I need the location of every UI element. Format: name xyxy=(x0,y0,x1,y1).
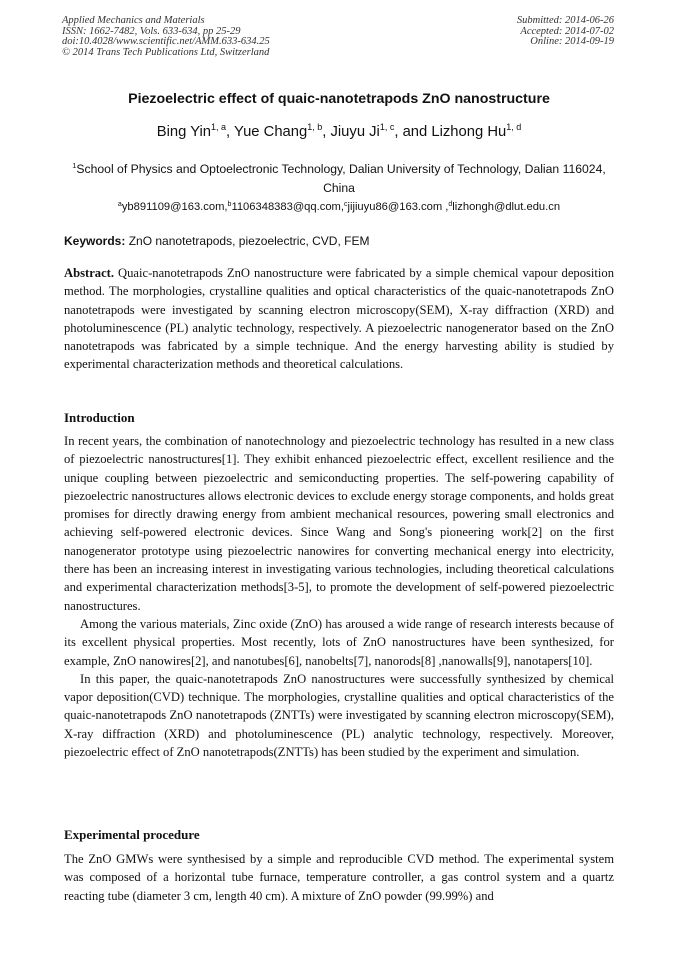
email-list xyxy=(0,201,678,213)
affiliation xyxy=(62,160,616,198)
paper-title: Piezoelectric effect of quaic-nanotetrapods ZnO nanostructure xyxy=(128,91,550,107)
submission-dates xyxy=(517,16,614,48)
email-address[interactable]: yb891109@163.com, xyxy=(121,201,228,213)
online-date: Online: 2014-09-19 xyxy=(530,36,614,48)
paragraph: Among the various materials, Zinc oxide (ZnO) has aroused a wide range of research interests because of its excellent physical properties. Most recently, lots of ZnO nanostructures have been synthesized, for example, ZnO nanowires[2], and nanotubes[6], nanobelts[7], nanorods[8] ,nanowalls[9], nanotapers[10]. xyxy=(64,616,614,668)
keywords-label: Keywords: xyxy=(64,234,126,248)
email-address[interactable]: jijiuyu86@163.com , xyxy=(347,201,449,213)
journal-name: Applied Mechanics and Materials xyxy=(62,15,205,26)
doi-link[interactable]: doi:10.4028/www.scientific.net/AMM.633-634.25 xyxy=(62,36,270,48)
author-separator: , xyxy=(322,124,331,140)
affiliation-text: School of Physics and Optoelectronic Technology, Dalian University of Technology, Dalian 116024, China xyxy=(76,162,606,195)
email-mark: c xyxy=(343,201,348,208)
author-separator: , and xyxy=(394,124,432,140)
email-mark: b xyxy=(227,201,232,208)
paragraph: The ZnO GMWs were synthesised by a simple and reproducible CVD method. The experimental system was composed of a horizontal tube furnace, temperature controller, a gas control system and a quartz reacting tube (diameter 3 cm, length 40 cm). A mixture of ZnO powder (99.99%) and xyxy=(64,852,614,903)
copyright-line: © 2014 Trans Tech Publications Ltd, Switzerland xyxy=(62,46,270,58)
author-name: Lizhong Hu xyxy=(431,124,507,140)
issn-line: ISSN: 1662-7482, Vols. 633-634, pp 25-29 xyxy=(62,25,241,37)
author-name: Yue Chang xyxy=(234,124,308,140)
journal-info xyxy=(62,16,270,58)
abstract-label: Abstract. xyxy=(64,266,115,280)
submitted-date: Submitted: 2014-06-26 xyxy=(516,15,614,26)
author-affiliation-mark: 1, c xyxy=(379,122,395,132)
keywords-text: ZnO nanotetrapods, piezoelectric, CVD, FEM xyxy=(128,234,370,248)
author-affiliation-mark: 1, d xyxy=(506,122,522,132)
accepted-date: Accepted: 2014-07-02 xyxy=(520,25,614,37)
author-affiliation-mark: 1, a xyxy=(211,122,227,132)
paragraph: In recent years, the combination of nanotechnology and piezoelectric technology has resulted in a new class of piezoelectric nanostructures[1]. They exhibit enhanced piezoelectric effect, excellent resilience and the unique coupling between piezoelectric and semiconducting properties. The self-powering capability of piezoelectric nanostructures allows electronic devices to exclude energy storage components, and holds great promises for directly drawing energy from ambient mechanical resources, powering small electronics and achieving self-powered electronic devices. Since Wang and Song's pioneering work[2] on the first nanogenerator prototype using piezoelectric nanowires for converting mechanical energy into electricity, there has been an increasing interest in investigating various technologies, including theoretical calculations and experimental characterization methods[3-5], to promote the development of self-powered piezoelectric nanostructures. xyxy=(64,434,614,613)
email-mark: a xyxy=(117,201,122,208)
author-name: Jiuyu Ji xyxy=(330,124,380,140)
abstract-text: Quaic-nanotetrapods ZnO nanostructure were fabricated by a simple chemical vapour deposition method. The morphologies, crystalline qualities and optical characteristics of the quaic-nanotetrapods ZnO nanotetrapods were investigated by scanning electron microscopy(SEM), X-ray diffraction (XRD) and photoluminescence (PL) analytic technology, respectively. A piezoelectric nanogenerator based on the ZnO nanotetrapods was fabricated by a simple technique. And the energy harvesting ability is studied by experimental characterization methods and theoretical calculations. xyxy=(64,266,614,372)
keywords xyxy=(64,234,369,248)
author-name: Bing Yin xyxy=(156,124,212,140)
affiliation-mark: 1 xyxy=(72,161,77,170)
abstract xyxy=(64,264,614,374)
experimental-body xyxy=(64,850,614,905)
author-list xyxy=(0,124,678,140)
email-address[interactable]: lizhongh@dlut.edu.cn xyxy=(452,201,561,213)
email-mark: d xyxy=(448,201,453,208)
paragraph: In this paper, the quaic-nanotetrapods ZnO nanostructures were successfully synthesized by chemical vapor deposition(CVD) technique. The morphologies, crystalline qualities and optical characteristics of the quaic-nanotetrapods ZnO nanotetrapods (ZNTTs) were investigated by scanning electron microscopy(SEM), X-ray diffraction (XRD) and photoluminescence (PL) analytic technology, respectively. Moreover, piezoelectric effect of ZnO nanotetrapods(ZNTTs) has been studied by the experiment and simulation. xyxy=(64,671,614,760)
author-separator: , xyxy=(226,124,235,140)
experimental-heading: Experimental procedure xyxy=(64,827,200,842)
author-affiliation-mark: 1, b xyxy=(307,122,323,132)
introduction-heading: Introduction xyxy=(64,410,135,425)
email-address[interactable]: 1106348383@qq.com, xyxy=(231,201,344,213)
introduction-body xyxy=(64,432,614,761)
